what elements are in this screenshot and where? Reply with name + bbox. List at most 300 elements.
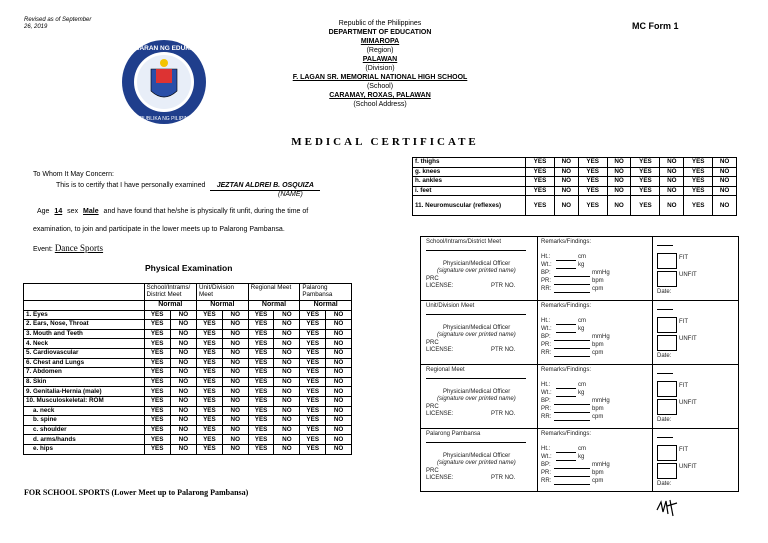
yes-option[interactable]: YES	[197, 329, 223, 339]
vitals-cell	[538, 429, 653, 492]
yes-option[interactable]: YES	[248, 416, 274, 426]
no-option[interactable]: NO	[274, 320, 300, 330]
exam-item-label: c. shoulder	[24, 425, 145, 435]
school-value: F. LAGAN SR. MEMORIAL NATIONAL HIGH SCHOOL	[292, 74, 468, 81]
yes-option[interactable]: YES	[197, 368, 223, 378]
yes-option[interactable]: YES	[144, 425, 170, 435]
normal-label: Normal	[248, 301, 300, 311]
deped-seal	[114, 39, 214, 125]
no-option[interactable]: NO	[326, 358, 352, 368]
fit-checkbox[interactable]	[657, 445, 677, 461]
division-label: (Division)	[365, 65, 395, 72]
yes-option[interactable]: YES	[197, 425, 223, 435]
event-value: Dance Sports	[54, 243, 104, 253]
exam-item-label: 2. Ears, Nose, Throat	[24, 320, 145, 330]
ht-field[interactable]	[556, 260, 576, 261]
exam-row	[413, 177, 737, 187]
exam-table	[23, 283, 352, 455]
yes-option[interactable]: YES	[248, 320, 274, 330]
no-option[interactable]: NO	[222, 310, 248, 320]
yes-option[interactable]: YES	[300, 358, 326, 368]
fit-label: FIT	[679, 383, 688, 389]
prc-label: PRC	[426, 276, 439, 282]
yes-option[interactable]: YES	[684, 177, 713, 187]
yes-option[interactable]: YES	[526, 158, 555, 168]
yes-option[interactable]: YES	[300, 329, 326, 339]
ht-label: Ht.:	[541, 318, 551, 324]
no-option[interactable]: NO	[274, 339, 300, 349]
no-option[interactable]: NO	[170, 406, 196, 416]
bp-label: BP:	[541, 270, 551, 276]
no-option[interactable]: NO	[274, 377, 300, 387]
no-option[interactable]: NO	[274, 329, 300, 339]
ht-field[interactable]	[556, 388, 576, 389]
signature-label: (signature over printed name)	[437, 332, 516, 338]
physician-cell	[421, 429, 538, 492]
division-value: PALAWAN	[362, 56, 398, 63]
yes-option[interactable]: YES	[197, 320, 223, 330]
yes-option[interactable]: YES	[300, 348, 326, 358]
no-option[interactable]: NO	[326, 348, 352, 358]
pr-label: PR:	[541, 278, 552, 284]
exam-item-label: g. knees	[413, 167, 526, 177]
vitals-cell	[538, 301, 653, 364]
yes-option[interactable]: YES	[300, 406, 326, 416]
no-option[interactable]: NO	[222, 358, 248, 368]
pr-field[interactable]	[554, 348, 590, 349]
meet-label: School/Intrams/District Meet	[426, 239, 502, 245]
fit-label: FIT	[679, 447, 688, 453]
no-option[interactable]: NO	[554, 177, 578, 187]
no-option[interactable]: NO	[170, 444, 196, 454]
no-option[interactable]: NO	[170, 348, 196, 358]
rr-field[interactable]	[554, 420, 590, 421]
wt-field[interactable]	[556, 332, 576, 333]
no-option[interactable]: NO	[170, 368, 196, 378]
yes-option[interactable]: YES	[300, 339, 326, 349]
unfit-label: UNFIT	[679, 336, 697, 342]
no-option[interactable]: NO	[660, 186, 684, 196]
patient-name: JEZTAN ALDREI B. OSQUIZA	[210, 181, 320, 191]
yes-option[interactable]: YES	[300, 425, 326, 435]
no-option[interactable]: NO	[554, 186, 578, 196]
wt-label: Wt.:	[541, 326, 552, 332]
no-option[interactable]: NO	[170, 358, 196, 368]
yes-option[interactable]: YES	[197, 435, 223, 445]
no-option[interactable]: NO	[713, 186, 737, 196]
yes-option[interactable]: YES	[684, 196, 713, 216]
bp-field[interactable]	[554, 276, 590, 277]
bp-label: BP:	[541, 398, 551, 404]
no-option[interactable]: NO	[660, 158, 684, 168]
yes-option[interactable]: YES	[248, 339, 274, 349]
exam-table-continued	[412, 157, 737, 216]
exam-row	[24, 348, 352, 358]
exam-row	[24, 435, 352, 445]
no-option[interactable]: NO	[170, 435, 196, 445]
no-option[interactable]: NO	[607, 167, 631, 177]
no-option[interactable]: NO	[660, 167, 684, 177]
date-label: Date:	[657, 289, 672, 295]
remarks-label: Remarks/Findings:	[541, 303, 592, 309]
no-option[interactable]: NO	[222, 377, 248, 387]
yes-option[interactable]: YES	[578, 167, 607, 177]
bpm-unit: bpm	[592, 278, 604, 284]
unfit-checkbox[interactable]	[657, 335, 677, 351]
cpm-unit: cpm	[592, 286, 604, 292]
yes-option[interactable]: YES	[526, 186, 555, 196]
no-option[interactable]: NO	[554, 158, 578, 168]
mmhg-unit: mmHg	[592, 398, 610, 404]
exam-title: Physical Examination	[145, 263, 233, 273]
yes-option[interactable]: YES	[300, 387, 326, 397]
exam-row	[24, 310, 352, 320]
yes-option[interactable]: YES	[300, 416, 326, 426]
no-option[interactable]: NO	[170, 320, 196, 330]
fit-checkbox[interactable]	[657, 253, 677, 269]
yes-option[interactable]: YES	[631, 186, 660, 196]
yes-option[interactable]: YES	[197, 387, 223, 397]
pr-field[interactable]	[554, 412, 590, 413]
unfit-checkbox[interactable]	[657, 463, 677, 479]
yes-option[interactable]: YES	[197, 444, 223, 454]
yes-option[interactable]: YES	[300, 435, 326, 445]
fit-label: FIT	[679, 319, 688, 325]
physician-label: Physician/Medical Officer	[443, 389, 511, 395]
wt-field[interactable]	[556, 460, 576, 461]
no-option[interactable]: NO	[326, 444, 352, 454]
letter-body	[33, 168, 383, 256]
yes-option[interactable]: YES	[144, 416, 170, 426]
remarks-label: Remarks/Findings:	[541, 239, 592, 245]
exam-item-label: i. feet	[413, 186, 526, 196]
form-id: MC Form 1	[632, 21, 679, 31]
yes-option[interactable]: YES	[197, 358, 223, 368]
cm-unit: cm	[578, 318, 586, 324]
license-label: LICENSE:	[426, 283, 454, 289]
pr-label: PR:	[541, 470, 552, 476]
signature-label: (signature over printed name)	[437, 396, 516, 402]
yes-option[interactable]: YES	[248, 358, 274, 368]
no-option[interactable]: NO	[222, 368, 248, 378]
yes-option[interactable]: YES	[144, 320, 170, 330]
no-option[interactable]: NO	[326, 435, 352, 445]
yes-option[interactable]: YES	[300, 377, 326, 387]
certificate-title: MEDICAL CERTIFICATE	[291, 136, 479, 148]
greeting: To Whom It May Concern:	[33, 171, 114, 178]
no-option[interactable]: NO	[274, 396, 300, 406]
fit-checkbox[interactable]	[657, 317, 677, 333]
bp-field[interactable]	[554, 340, 590, 341]
ht-label: Ht.:	[541, 446, 551, 452]
no-option[interactable]: NO	[274, 425, 300, 435]
no-option[interactable]: NO	[274, 387, 300, 397]
no-option[interactable]: NO	[170, 310, 196, 320]
unfit-checkbox[interactable]	[657, 271, 677, 287]
no-option[interactable]: NO	[222, 425, 248, 435]
exam-item-label: 3. Mouth and Teeth	[24, 329, 145, 339]
rr-field[interactable]	[554, 292, 590, 293]
no-option[interactable]: NO	[607, 196, 631, 216]
yes-option[interactable]: YES	[197, 396, 223, 406]
revision-note: Revised as of September 26, 2019	[24, 17, 92, 30]
no-option[interactable]: NO	[170, 377, 196, 387]
signature-line	[426, 378, 526, 379]
ht-field[interactable]	[556, 452, 576, 453]
yes-option[interactable]: YES	[197, 348, 223, 358]
exam-row	[24, 406, 352, 416]
no-option[interactable]: NO	[274, 348, 300, 358]
yes-option[interactable]: YES	[300, 320, 326, 330]
yes-option[interactable]: YES	[300, 368, 326, 378]
age-value: 14	[54, 208, 63, 215]
no-option[interactable]: NO	[554, 196, 578, 216]
fitness-line: and have found that he/she is physically fit unfit, during the time of	[103, 208, 309, 215]
certify-line: This is to certify that I have personally examined	[56, 182, 206, 189]
no-option[interactable]: NO	[713, 196, 737, 216]
no-option[interactable]: NO	[274, 444, 300, 454]
yes-option[interactable]: YES	[144, 406, 170, 416]
ht-field[interactable]	[556, 324, 576, 325]
yes-option[interactable]: YES	[248, 425, 274, 435]
yes-option[interactable]: YES	[197, 416, 223, 426]
yes-option[interactable]: YES	[248, 444, 274, 454]
yes-option[interactable]: YES	[197, 310, 223, 320]
no-option[interactable]: NO	[222, 329, 248, 339]
no-option[interactable]: NO	[713, 158, 737, 168]
no-option[interactable]: NO	[222, 435, 248, 445]
prc-label: PRC	[426, 404, 439, 410]
rr-label: RR:	[541, 414, 552, 420]
meet-header: Unit/Division Meet	[197, 284, 249, 301]
no-option[interactable]: NO	[554, 167, 578, 177]
yes-option[interactable]: YES	[248, 396, 274, 406]
pr-field[interactable]	[554, 476, 590, 477]
address-label: (School Address)	[353, 101, 407, 108]
meet-label: Palarong Pambansa	[426, 431, 481, 437]
no-option[interactable]: NO	[170, 339, 196, 349]
yes-option[interactable]: YES	[578, 158, 607, 168]
pr-label: PR:	[541, 342, 552, 348]
yes-option[interactable]: YES	[197, 339, 223, 349]
exam-row	[24, 358, 352, 368]
license-label: LICENSE:	[426, 411, 454, 417]
signature-label: (signature over printed name)	[437, 460, 516, 466]
normal-corner	[24, 301, 145, 311]
exam-item-label: 10. Musculoskeletal: ROM	[24, 396, 145, 406]
fit-line	[657, 309, 673, 310]
yes-option[interactable]: YES	[300, 444, 326, 454]
cm-unit: cm	[578, 382, 586, 388]
cpm-unit: cpm	[592, 350, 604, 356]
bp-field[interactable]	[554, 404, 590, 405]
exam-item-label: 4. Neck	[24, 339, 145, 349]
no-option[interactable]: NO	[326, 320, 352, 330]
no-option[interactable]: NO	[274, 406, 300, 416]
no-option[interactable]: NO	[713, 167, 737, 177]
unfit-checkbox[interactable]	[657, 399, 677, 415]
fit-line	[657, 373, 673, 374]
no-option[interactable]: NO	[222, 396, 248, 406]
yes-option[interactable]: YES	[144, 396, 170, 406]
yes-option[interactable]: YES	[248, 377, 274, 387]
address-value: CARAMAY, ROXAS, PALAWAN	[329, 92, 431, 99]
yes-option[interactable]: YES	[684, 158, 713, 168]
signature-label: (signature over printed name)	[437, 268, 516, 274]
physician-cell	[421, 237, 538, 300]
no-option[interactable]: NO	[274, 310, 300, 320]
yes-option[interactable]: YES	[300, 310, 326, 320]
normal-label: Normal	[300, 301, 352, 311]
findings-panel	[420, 236, 739, 492]
no-option[interactable]: NO	[222, 387, 248, 397]
mmhg-unit: mmHg	[592, 462, 610, 468]
no-option[interactable]: NO	[170, 329, 196, 339]
no-option[interactable]: NO	[222, 348, 248, 358]
bpm-unit: bpm	[592, 406, 604, 412]
date-label: Date:	[657, 481, 672, 487]
no-option[interactable]: NO	[326, 377, 352, 387]
vitals-cell	[538, 365, 653, 428]
yes-option[interactable]: YES	[578, 177, 607, 187]
physician-cell	[421, 365, 538, 428]
exam-item-label: 6. Chest and Lungs	[24, 358, 145, 368]
exam-row	[24, 425, 352, 435]
no-option[interactable]: NO	[326, 396, 352, 406]
yes-option[interactable]: YES	[631, 158, 660, 168]
no-option[interactable]: NO	[222, 416, 248, 426]
no-option[interactable]: NO	[326, 406, 352, 416]
findings-row	[421, 301, 738, 365]
cm-unit: cm	[578, 254, 586, 260]
yes-option[interactable]: YES	[526, 196, 555, 216]
ht-label: Ht.:	[541, 382, 551, 388]
yes-option[interactable]: YES	[526, 177, 555, 187]
mmhg-unit: mmHg	[592, 270, 610, 276]
yes-option[interactable]: YES	[144, 435, 170, 445]
yes-option[interactable]: YES	[144, 339, 170, 349]
yes-option[interactable]: YES	[248, 435, 274, 445]
no-option[interactable]: NO	[660, 177, 684, 187]
yes-option[interactable]: YES	[684, 186, 713, 196]
wt-label: Wt.:	[541, 454, 552, 460]
no-option[interactable]: NO	[660, 196, 684, 216]
no-option[interactable]: NO	[326, 329, 352, 339]
yes-option[interactable]: YES	[300, 396, 326, 406]
header-block	[255, 19, 505, 109]
no-option[interactable]: NO	[222, 444, 248, 454]
yes-option[interactable]: YES	[248, 348, 274, 358]
no-option[interactable]: NO	[170, 425, 196, 435]
yes-option[interactable]: YES	[197, 406, 223, 416]
yes-option[interactable]: YES	[197, 377, 223, 387]
no-option[interactable]: NO	[222, 320, 248, 330]
physician-cell	[421, 301, 538, 364]
yes-option[interactable]: YES	[684, 167, 713, 177]
no-option[interactable]: NO	[326, 416, 352, 426]
yes-option[interactable]: YES	[631, 196, 660, 216]
bp-field[interactable]	[554, 468, 590, 469]
yes-option[interactable]: YES	[144, 329, 170, 339]
yes-option[interactable]: YES	[144, 368, 170, 378]
no-option[interactable]: NO	[607, 177, 631, 187]
wt-field[interactable]	[556, 396, 576, 397]
exam-item-label: h. ankles	[413, 177, 526, 187]
pr-field[interactable]	[554, 284, 590, 285]
exam-item-label: 5. Cardiovascular	[24, 348, 145, 358]
rr-field[interactable]	[554, 356, 590, 357]
region-label: (Region)	[366, 47, 394, 54]
yes-option[interactable]: YES	[526, 167, 555, 177]
yes-option[interactable]: YES	[144, 377, 170, 387]
yes-option[interactable]: YES	[248, 329, 274, 339]
pr-label: PR:	[541, 406, 552, 412]
signature-line	[426, 250, 526, 251]
no-option[interactable]: NO	[607, 158, 631, 168]
no-option[interactable]: NO	[274, 358, 300, 368]
yes-option[interactable]: YES	[144, 387, 170, 397]
rr-label: RR:	[541, 286, 552, 292]
yes-option[interactable]: YES	[248, 310, 274, 320]
no-option[interactable]: NO	[326, 425, 352, 435]
yes-option[interactable]: YES	[144, 310, 170, 320]
meet-header: Palarong Pambansa	[300, 284, 352, 301]
fit-line	[657, 245, 673, 246]
fit-checkbox[interactable]	[657, 381, 677, 397]
no-option[interactable]: NO	[170, 396, 196, 406]
yes-option[interactable]: YES	[144, 444, 170, 454]
yes-option[interactable]: YES	[631, 177, 660, 187]
no-option[interactable]: NO	[713, 177, 737, 187]
exam-item-label: d. arms/hands	[24, 435, 145, 445]
yes-option[interactable]: YES	[144, 348, 170, 358]
event-label: Event:	[33, 246, 53, 253]
prc-label: PRC	[426, 468, 439, 474]
yes-option[interactable]: YES	[248, 387, 274, 397]
yes-option[interactable]: YES	[144, 358, 170, 368]
wt-field[interactable]	[556, 268, 576, 269]
no-option[interactable]: NO	[326, 310, 352, 320]
yes-option[interactable]: YES	[248, 368, 274, 378]
signature-line	[426, 314, 526, 315]
yes-option[interactable]: YES	[578, 196, 607, 216]
exam-item-label: f. thighs	[413, 158, 526, 168]
no-option[interactable]: NO	[326, 368, 352, 378]
name-label: (NAME)	[278, 191, 303, 198]
no-option[interactable]: NO	[274, 368, 300, 378]
no-option[interactable]: NO	[274, 416, 300, 426]
no-option[interactable]: NO	[222, 406, 248, 416]
no-option[interactable]: NO	[326, 387, 352, 397]
no-option[interactable]: NO	[222, 339, 248, 349]
remarks-label: Remarks/Findings:	[541, 431, 592, 437]
no-option[interactable]: NO	[170, 416, 196, 426]
exam-row	[413, 167, 737, 177]
no-option[interactable]: NO	[326, 339, 352, 349]
yes-option[interactable]: YES	[631, 167, 660, 177]
yes-option[interactable]: YES	[578, 186, 607, 196]
rr-field[interactable]	[554, 484, 590, 485]
physician-label: Physician/Medical Officer	[443, 261, 511, 267]
no-option[interactable]: NO	[274, 435, 300, 445]
fitness-cell	[653, 429, 738, 492]
yes-option[interactable]: YES	[248, 406, 274, 416]
no-option[interactable]: NO	[170, 387, 196, 397]
no-option[interactable]: NO	[607, 186, 631, 196]
cm-unit: cm	[578, 446, 586, 452]
findings-row	[421, 429, 738, 492]
license-label: LICENSE:	[426, 347, 454, 353]
